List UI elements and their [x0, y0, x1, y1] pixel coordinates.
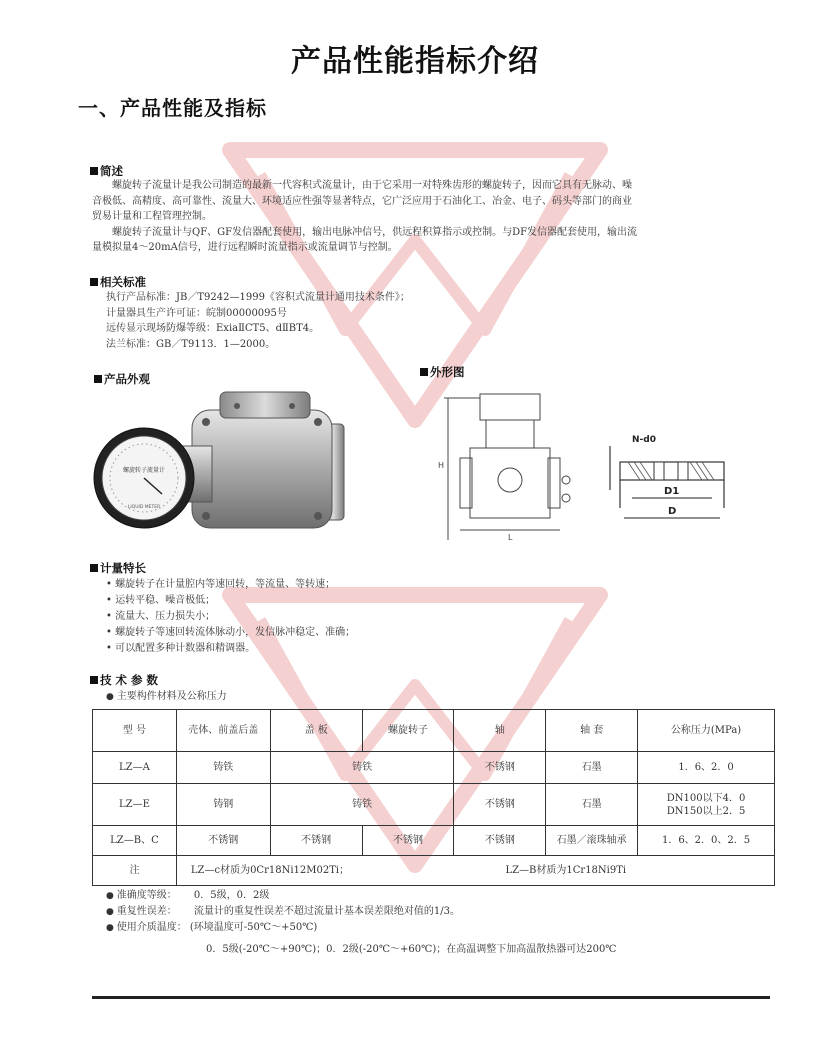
feature-item: • 螺旋转子在计量腔内等速回转，等流量、等转速；: [106, 577, 706, 593]
header-pressure: 公称压力(MPa): [638, 710, 775, 752]
overview-line: 螺旋转子流量计与QF、GF发信器配套使用，输出电脉冲信号，供远程积算指示或控制。与DF发信器配套使用，输出流: [112, 226, 638, 238]
cell-cover: 不锈钢: [270, 826, 362, 856]
table-caption: ● 主要构件材料及公称压力: [106, 689, 227, 705]
dial-text: 螺旋转子流量计: [122, 467, 166, 474]
spec-label: 准确度等级：: [116, 890, 177, 901]
label-nd0: N-d0: [632, 435, 656, 445]
overview-line: 贸易计量和工程管理控制。: [92, 211, 212, 222]
feature-item: • 运转平稳、噪音极低；: [106, 593, 706, 609]
appearance-heading: 产品外观: [94, 371, 150, 387]
cell-cover-rotor: 铸铁: [270, 784, 454, 826]
spec-list: [106, 888, 786, 936]
cell-shaft: 不锈钢: [454, 752, 546, 784]
note-text-b: LZ—B材质为1Cr18Ni9Ti: [505, 865, 627, 876]
temperature-line: 0．5级(-20℃～+90℃)；0．2级(-20℃～+60℃)；在高温调整下加高温散热器可达200℃: [206, 944, 617, 955]
features-heading: 计量特长: [90, 560, 146, 576]
spec-value: (环境温度可-50℃～+50℃): [189, 922, 318, 933]
spec-item: [106, 904, 786, 920]
spec-item: [106, 920, 786, 936]
standard-line: 法兰标准：GB／T9113．1—2000。: [106, 338, 276, 350]
cell-bearing: 石墨／滚珠轴承: [546, 826, 638, 856]
cell-rotor: 不锈钢: [362, 826, 454, 856]
standard-line: 计量器具生产许可证：皖制00000095号: [106, 307, 287, 319]
cell-bearing: 石墨: [546, 784, 638, 826]
overview-line: 螺旋转子流量计是我公司制造的最新一代容积式流量计，由于它采用一对特殊齿形的螺旋转子，因而它具有无脉动、噪: [112, 180, 632, 191]
table-header-row: [93, 710, 775, 752]
cell-pressure: 1．6、2．0: [638, 752, 775, 784]
header-shell: 壳体、前盖后盖: [176, 710, 270, 752]
overview-text: [92, 178, 772, 256]
footer-rule: [92, 996, 770, 999]
features-list: [106, 577, 706, 657]
header-shaft: 轴: [454, 710, 546, 752]
label-d1: D1: [664, 486, 680, 497]
standards-list: [106, 290, 766, 352]
cell-shell: 铸铁: [176, 752, 270, 784]
cell-shaft: 不锈钢: [454, 784, 546, 826]
standards-heading: 相关标准: [90, 274, 146, 290]
tech-heading: 技 术 参 数: [90, 672, 158, 688]
note-text-c: LZ—c材质为0Cr18Ni12M02Ti；: [190, 865, 350, 876]
spec-item: [106, 888, 786, 904]
header-bearing: 轴 套: [546, 710, 638, 752]
cell-shaft: 不锈钢: [454, 826, 546, 856]
cell-shell: 不锈钢: [176, 826, 270, 856]
feature-item: • 可以配置多种计数器和精调器。: [106, 641, 706, 657]
cell-model: LZ—E: [93, 784, 177, 826]
cell-note-label: 注: [93, 856, 177, 886]
cell-model: LZ—B、C: [93, 826, 177, 856]
standard-line: 远传显示现场防爆等级：ExiaⅡCT5、dⅡBT4。: [106, 323, 320, 334]
cell-note: [176, 856, 774, 886]
label-d: D: [668, 506, 677, 517]
label-h: H: [438, 461, 445, 470]
overview-heading: 简述: [90, 163, 123, 179]
outline-heading: 外形图: [420, 364, 465, 380]
header-rotor: 螺旋转子: [362, 710, 454, 752]
feature-item: • 螺旋转子等速回转流体脉动小，发信脉冲稳定、准确；: [106, 625, 706, 641]
materials-table: [92, 709, 775, 886]
cell-pressure: 1．6、2．0、2．5: [638, 826, 775, 856]
table-row: [93, 752, 775, 784]
header-cover: 盖 板: [270, 710, 362, 752]
table-note-row: [93, 856, 775, 886]
feature-item: • 流量大、压力损失小；: [106, 609, 706, 625]
dial-subtext: LIQUID METER: [127, 505, 161, 510]
overview-line: 量模拟量4～20mA信号，进行远程瞬时流量指示或流量调节与控制。: [92, 242, 398, 253]
spec-label: 重复性误差：: [116, 906, 177, 917]
section-title: 一、产品性能及指标: [78, 96, 267, 120]
label-l: L: [508, 533, 513, 542]
page-title: 产品性能指标介绍: [291, 44, 539, 79]
overview-line: 音极低、高精度、高可靠性、流量大、环境适应性强等显著特点，它广泛应用于石油化工、冶金、电子、码头等部门的商业: [92, 195, 632, 207]
header-model: 型 号: [93, 710, 177, 752]
pressure-line: DN100以下4．0: [666, 792, 746, 804]
outline-drawing: [420, 380, 750, 550]
table-row: [93, 784, 775, 826]
cell-pressure: [638, 784, 775, 826]
cell-cover-rotor: 铸铁: [270, 752, 454, 784]
spec-value: 流量计的重复性误差不超过流量计基本误差限绝对值的1/3。: [193, 906, 460, 917]
cell-bearing: 石墨: [546, 752, 638, 784]
spec-value: 0．5级，0．2级: [193, 890, 270, 901]
spec-label: 使用介质温度：: [116, 922, 187, 933]
pressure-line: DN150以上2．5: [666, 805, 746, 817]
cell-model: LZ—A: [93, 752, 177, 784]
table-row: [93, 826, 775, 856]
standard-line: 执行产品标准：JB／T9242—1999《容积式流量计通用技术条件》；: [106, 292, 410, 303]
cell-shell: 铸钢: [176, 784, 270, 826]
product-photo: [92, 386, 352, 546]
